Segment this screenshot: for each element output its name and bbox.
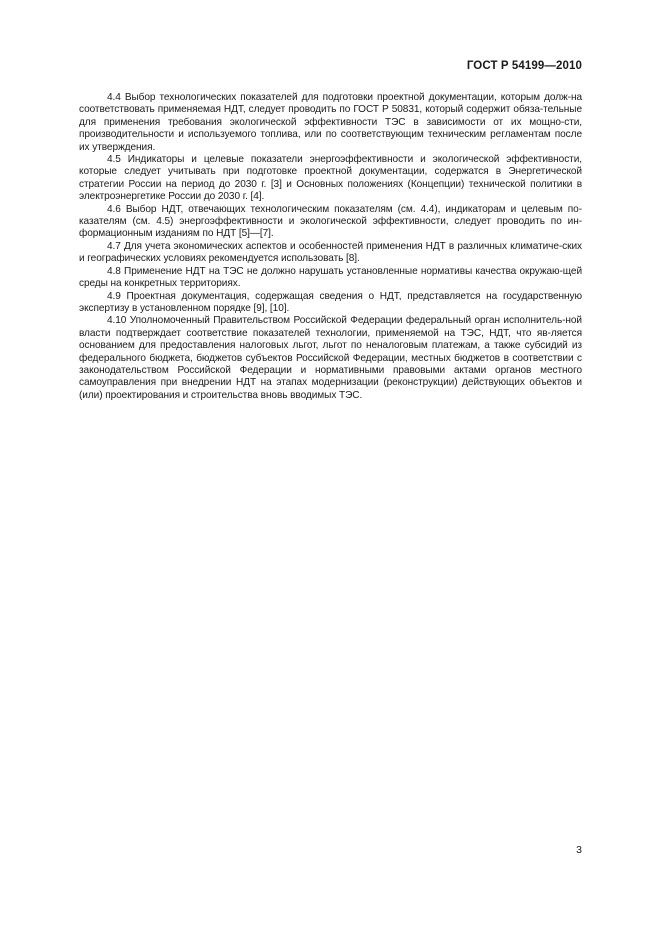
paragraph-4-7: 4.7 Для учета экономических аспектов и особенностей применения НДТ в различных климатиче-ских и географических условиях рекомендуется использовать [8]. (79, 240, 582, 265)
paragraph-4-6: 4.6 Выбор НДТ, отвечающих технологическим показателям (см. 4.4), индикаторам и целевым по-казателям (см. 4.5) энергоэффективности и экологической эффективности, следует проводить по ин-формационным изданиям по НДТ [5]—[7]. (79, 203, 582, 240)
paragraph-4-8: 4.8 Применение НДТ на ТЭС не должно нарушать установленные нормативы качества окружаю-щей среды на конкретных территориях. (79, 265, 582, 290)
page-number: 3 (576, 844, 582, 856)
document-code-header: ГОСТ Р 54199—2010 (466, 60, 582, 72)
paragraph-4-5: 4.5 Индикаторы и целевые показатели энергоэффективности и экологической эффективности, которые следует учитывать при подготовке проектной документации, содержатся в Энергетической стратегии России на период до 2030 г. [3] и Основных положениях (Концепции) технической политики в электроэнергетике России до 2030 г. [4]. (79, 154, 582, 203)
paragraph-4-10: 4.10 Уполномоченный Правительством Российской Федерации федеральный орган исполнитель-ной власти подтверждает соответствие показателей технологии, применяемой на ТЭС, НДТ, что яв-ляется основанием для предоставления налоговых льгот, льгот по неналоговым платежам, а также субсидий из федерального бюджета, бюджетов субъектов Российской Федерации, местных бюджетов в соответствии с законодательством Российской Федерации и нормативными правовыми актами органов местного самоуправления при внедрении НДТ на этапах модернизации (реконструкции) действующих объектов и (или) проектирования и строительства вновь вводимых ТЭС. (79, 315, 582, 401)
paragraph-4-4: 4.4 Выбор технологических показателей для подготовки проектной документации, которым долж-на соответствовать применяемая НДТ, следует проводить по ГОСТ Р 50831, который содержит обяза-тельные для применения требования экологической эффективности ТЭС в зависимости от их мощно-сти, производительности и используемого топлива, или по соответствующим техническим регламентам после их утверждения. (79, 92, 582, 153)
paragraph-4-9: 4.9 Проектная документация, содержащая сведения о НДТ, представляется на государственную экспертизу в установленном порядке [9], [10]. (79, 290, 582, 314)
document-body (79, 92, 582, 402)
